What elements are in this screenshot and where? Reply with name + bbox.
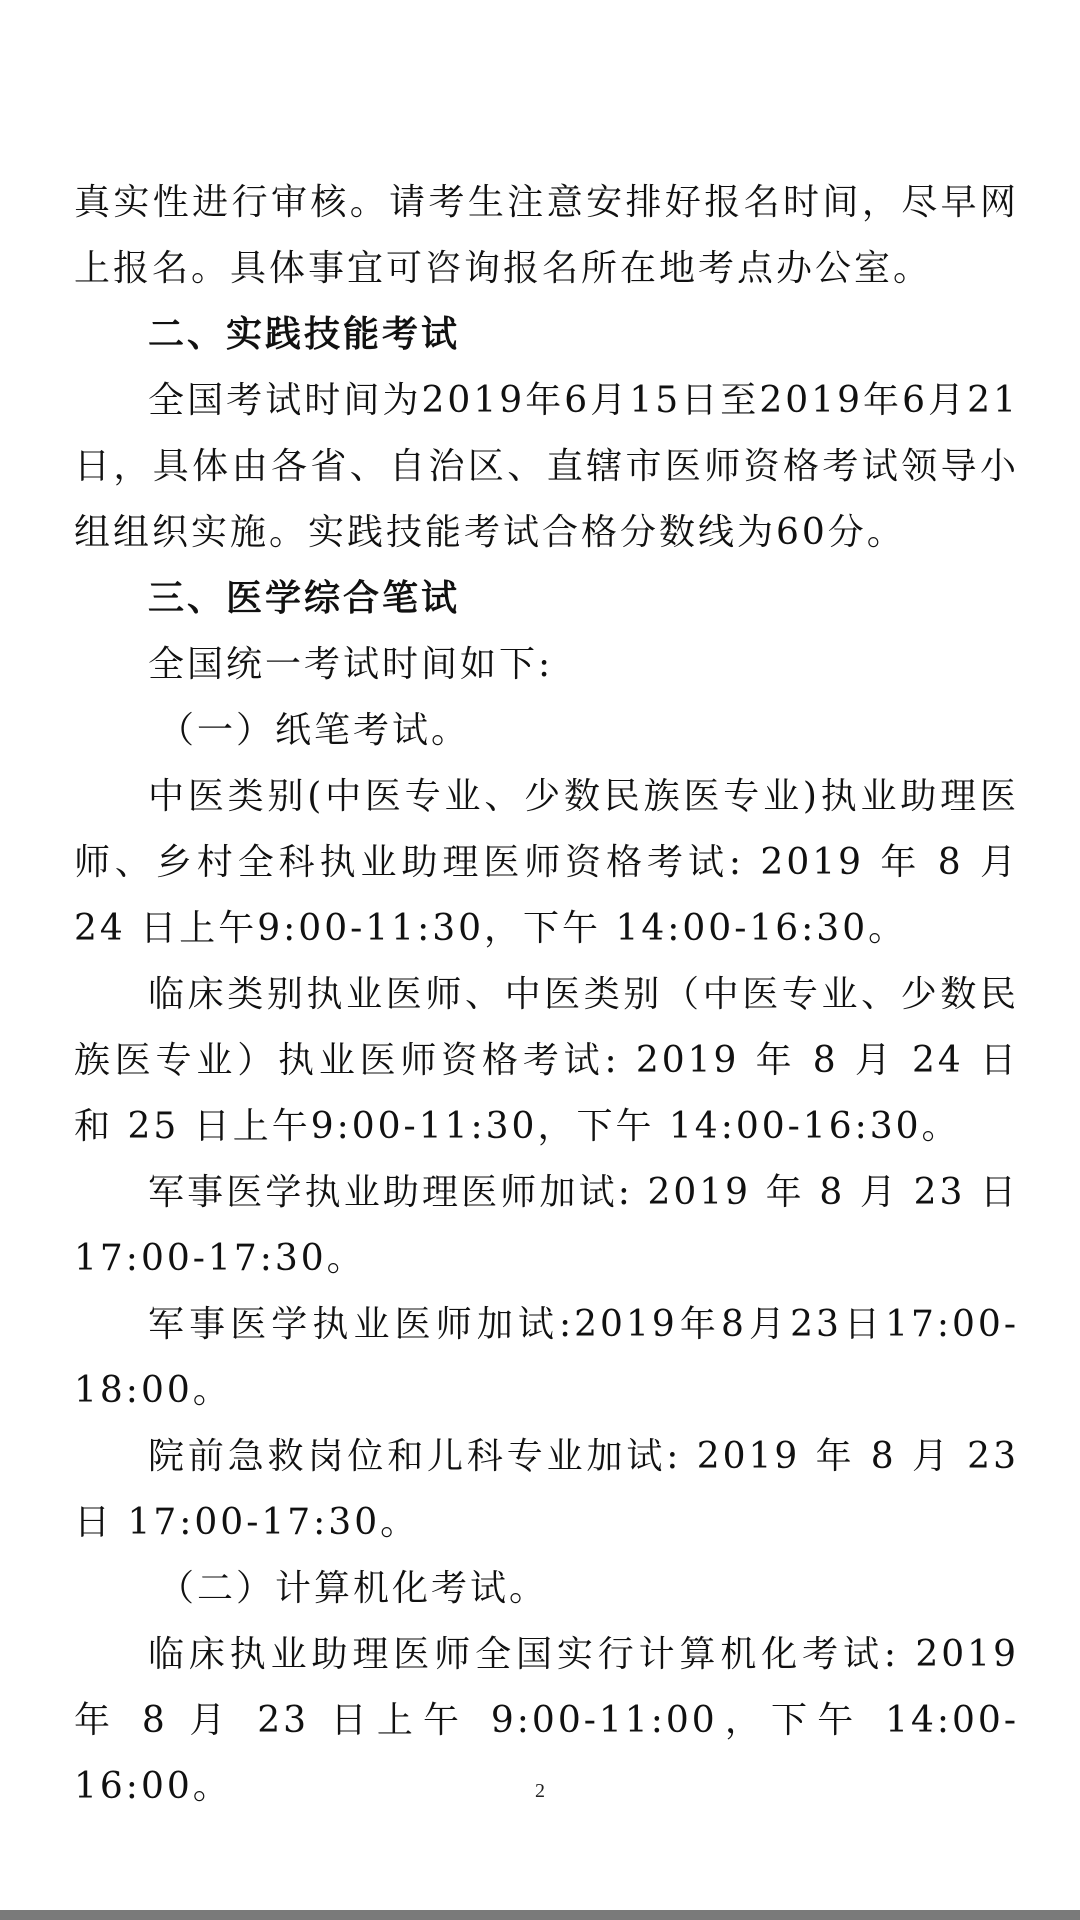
paragraph-emergency-pediatrics: 院前急救岗位和儿科专业加试: 2019 年 8 月 23 日 17:00-17:30。	[74, 1436, 1019, 1543]
subheading-paper-exam: （一）纸笔考试。	[158, 710, 471, 751]
paragraph-continuation: 真实性进行审核。请考生注意安排好报名时间，尽早网上报名。具体事宜可咨询报名所在地考点办公室。	[74, 182, 1019, 289]
section-heading-practical-skills: 二、实践技能考试	[148, 314, 461, 355]
paragraph-clinical-physician: 临床类别执业医师、中医类别（中医专业、少数民族医专业）执业医师资格考试: 2019 年 8 月 24 日和 25 日上午9:00-11:30，下午 14:00-16:30。	[74, 974, 1019, 1147]
paragraph-military-physician: 军事医学执业医师加试:2019年8月23日17:00-18:00。	[74, 1304, 1019, 1411]
bottom-edge-bar	[0, 1910, 1080, 1920]
paragraph-clinical-assistant-computer: 临床执业助理医师全国实行计算机化考试: 2019 年 8 月 23 日上午 9:00-11:00，下午 14:00-16:00。	[74, 1634, 1019, 1807]
paragraph-practical-exam-time: 全国考试时间为2019年6月15日至2019年6月21日，具体由各省、自治区、直辖市医师资格考试领导小组组织实施。实践技能考试合格分数线为60分。	[74, 380, 1019, 553]
section-heading-written-exam: 三、医学综合笔试	[148, 578, 461, 619]
page-number: 2	[535, 1780, 545, 1802]
paragraph-exam-time-intro: 全国统一考试时间如下:	[148, 644, 554, 685]
subheading-computer-exam: （二）计算机化考试。	[158, 1568, 549, 1609]
paragraph-tcm-assistant: 中医类别(中医专业、少数民族医专业)执业助理医师、乡村全科执业助理医师资格考试: 2019 年 8 月 24 日上午9:00-11:30，下午 14:00-16:30。	[74, 776, 1019, 949]
paragraph-military-assistant: 军事医学执业助理医师加试: 2019 年 8 月 23 日 17:00-17:30。	[74, 1172, 1019, 1279]
document-body	[74, 170, 1019, 1820]
